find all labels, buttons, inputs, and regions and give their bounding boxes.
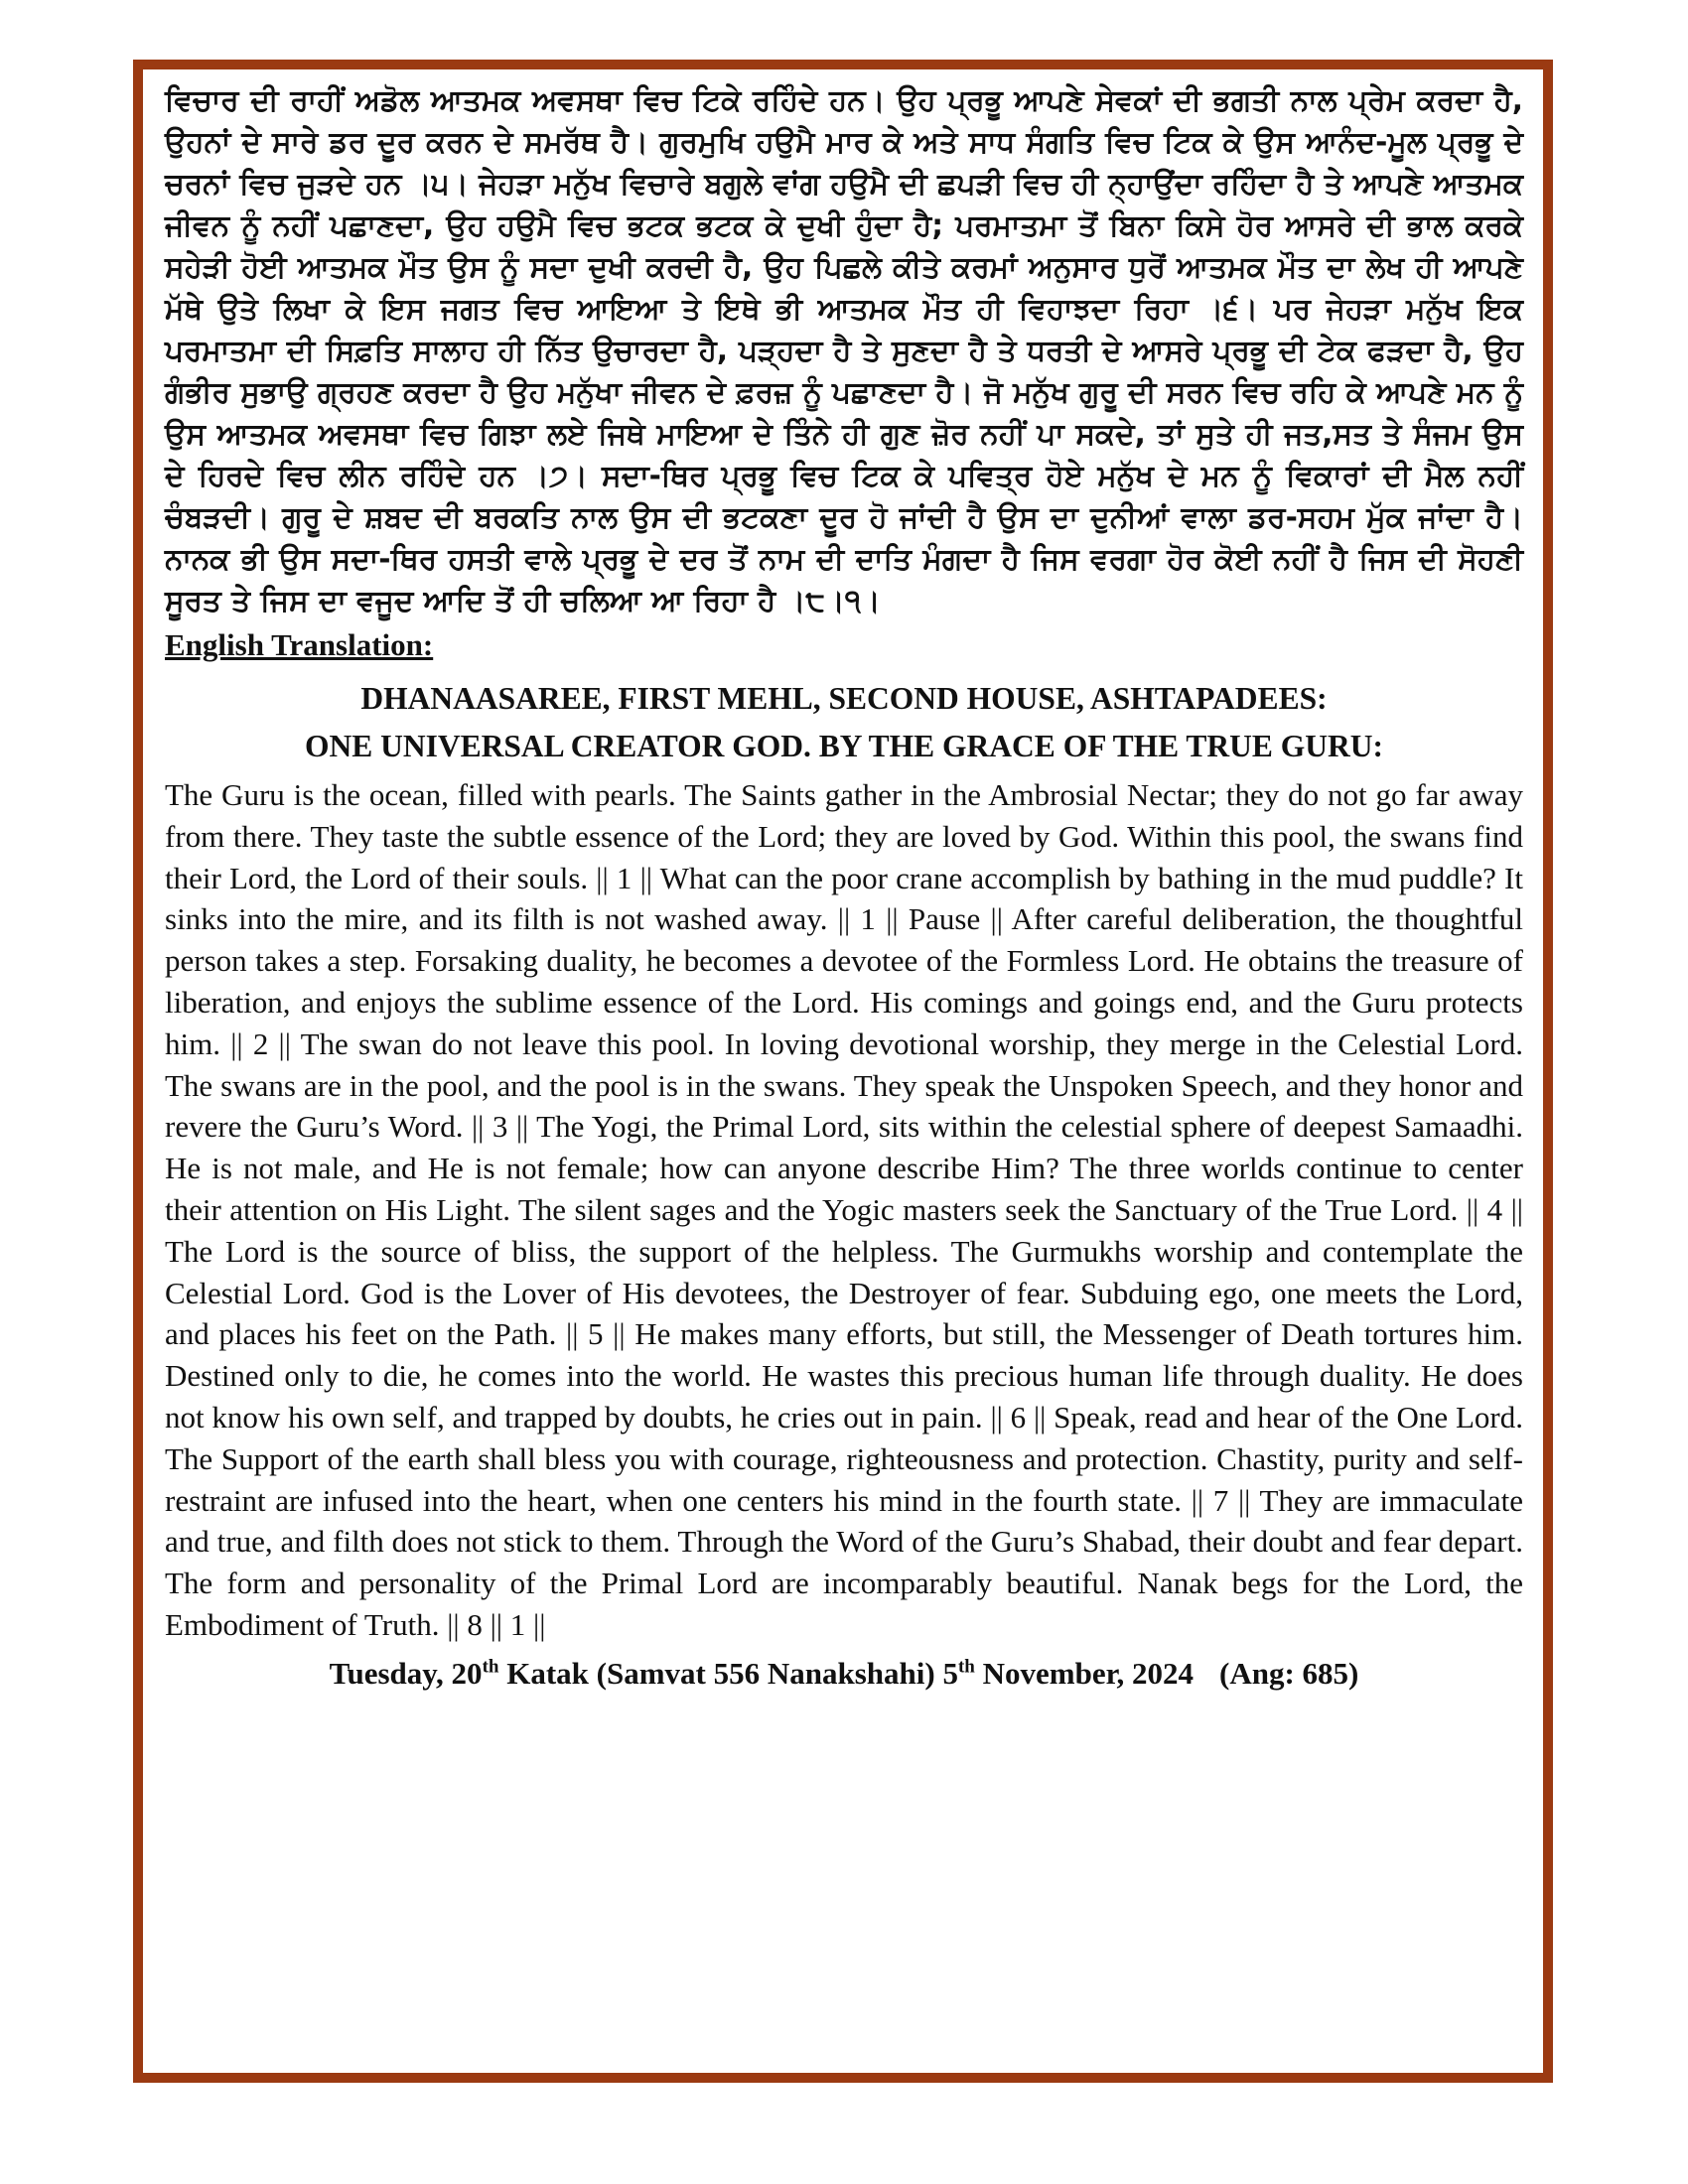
footer-samvat: Katak (Samvat 556 Nanakshahi) 5 [498,1655,958,1691]
footer-weekday: Tuesday, 20 [329,1655,483,1691]
english-translation-label: English Translation: [165,627,434,662]
shabad-heading-line-2: ONE UNIVERSAL CREATOR GOD. BY THE GRACE OF THE TRUE GURU: [304,729,1384,763]
punjabi-commentary: ਵਿਚਾਰ ਦੀ ਰਾਹੀਂ ਅਡੋਲ ਆਤਮਕ ਅਵਸਥਾ ਵਿਚ ਟਿਕੇ ਰਹਿੰਦੇ ਹਨ। ਉਹ ਪ੍ਰਭੂ ਆਪਣੇ ਸੇਵਕਾਂ ਦੀ ਭਗਤੀ ਨਾਲ ਪ੍ਰੇਮ ਕਰਦਾ ਹੈ, ਉਹਨਾਂ ਦੇ ਸਾਰੇ ਡਰ ਦੂਰ ਕਰਨ ਦੇ ਸਮਰੱਥ ਹੈ। ਗੁਰਮੁਖਿ ਹਉਮੈ ਮਾਰ ਕੇ ਅਤੇ ਸਾਧ ਸੰਗਤਿ ਵਿਚ ਟਿਕ ਕੇ ਉਸ ਆਨੰਦ-ਮੂਲ ਪ੍ਰਭੂ ਦੇ ਚਰਨਾਂ ਵਿਚ ਜੁੜਦੇ ਹਨ ।੫। ਜੇਹੜਾ ਮਨੁੱਖ ਵਿਚਾਰੇ ਬਗੁਲੇ ਵਾਂਗ ਹਉਮੈ ਦੀ ਛਪੜੀ ਵਿਚ ਹੀ ਨ੍ਹਾਉਂਦਾ ਰਹਿੰਦਾ ਹੈ ਤੇ ਆਪਣੇ ਆਤਮਕ ਜੀਵਨ ਨੂੰ ਨਹੀਂ ਪਛਾਣਦਾ, ਉਹ ਹਉਮੈ ਵਿਚ ਭਟਕ ਭਟਕ ਕੇ ਦੁਖੀ ਹੁੰਦਾ ਹੈ; ਪਰਮਾਤਮਾ ਤੋਂ ਬਿਨਾ ਕਿਸੇ ਹੋਰ ਆਸਰੇ ਦੀ ਭਾਲ ਕਰਕੇ ਸਹੇੜੀ ਹੋਈ ਆਤਮਕ ਮੌਤ ਉਸ ਨੂੰ ਸਦਾ ਦੁਖੀ ਕਰਦੀ ਹੈ, ਉਹ ਪਿਛਲੇ ਕੀਤੇ ਕਰਮਾਂ ਅਨੁਸਾਰ ਧੁਰੋਂ ਆਤਮਕ ਮੌਤ ਦਾ ਲੇਖ ਹੀ ਆਪਣੇ ਮੱਥੇ ਉਤੇ ਲਿਖਾ ਕੇ ਇਸ ਜਗਤ ਵਿਚ ਆਇਆ ਤੇ ਇਥੇ ਭੀ ਆਤਮਕ ਮੌਤ ਹੀ ਵਿਹਾਝਦਾ ਰਿਹਾ ।੬। ਪਰ ਜੇਹੜਾ ਮਨੁੱਖ ਇਕ ਪਰਮਾਤਮਾ ਦੀ ਸਿਫ਼ਤਿ ਸਾਲਾਹ ਹੀ ਨਿੱਤ ਉਚਾਰਦਾ ਹੈ, ਪੜ੍ਹਦਾ ਹੈ ਤੇ ਸੁਣਦਾ ਹੈ ਤੇ ਧਰਤੀ ਦੇ ਆਸਰੇ ਪ੍ਰਭੂ ਦੀ ਟੇਕ ਫੜਦਾ ਹੈ, ਉਹ ਗੰਭੀਰ ਸੁਭਾਉ ਗ੍ਰਹਣ ਕਰਦਾ ਹੈ ਉਹ ਮਨੁੱਖਾ ਜੀਵਨ ਦੇ ਫ਼ਰਜ਼ ਨੂੰ ਪਛਾਣਦਾ ਹੈ। ਜੋ ਮਨੁੱਖ ਗੁਰੂ ਦੀ ਸਰਨ ਵਿਚ ਰਹਿ ਕੇ ਆਪਣੇ ਮਨ ਨੂੰ ਉਸ ਆਤਮਕ ਅਵਸਥਾ ਵਿਚ ਗਿਝਾ ਲਏ ਜਿਥੇ ਮਾਇਆ ਦੇ ਤਿੰਨੇ ਹੀ ਗੁਣ ਜ਼ੋਰ ਨਹੀਂ ਪਾ ਸਕਦੇ, ਤਾਂ ਸੁਤੇ ਹੀ ਜਤ,ਸਤ ਤੇ ਸੰਜਮ ਉਸ ਦੇ ਹਿਰਦੇ ਵਿਚ ਲੀਨ ਰਹਿੰਦੇ ਹਨ ।੭। ਸਦਾ-ਥਿਰ ਪ੍ਰਭੂ ਵਿਚ ਟਿਕ ਕੇ ਪਵਿਤ੍ਰ ਹੋਏ ਮਨੁੱਖ ਦੇ ਮਨ ਨੂੰ ਵਿਕਾਰਾਂ ਦੀ ਮੈਲ ਨਹੀਂ ਚੰਬੜਦੀ। ਗੁਰੂ ਦੇ ਸ਼ਬਦ ਦੀ ਬਰਕਤਿ ਨਾਲ ਉਸ ਦੀ ਭਟਕਣਾ ਦੂਰ ਹੋ ਜਾਂਦੀ ਹੈ ਉਸ ਦਾ ਦੁਨੀਆਂ ਵਾਲਾ ਡਰ-ਸਹਮ ਮੁੱਕ ਜਾਂਦਾ ਹੈ। ਨਾਨਕ ਭੀ ਉਸ ਸਦਾ-ਥਿਰ ਹਸਤੀ ਵਾਲੇ ਪ੍ਰਭੂ ਦੇ ਦਰ ਤੋਂ ਨਾਮ ਦੀ ਦਾਤਿ ਮੰਗਦਾ ਹੈ ਜਿਸ ਵਰਗਾ ਹੋਰ ਕੋਈ ਨਹੀਂ ਹੈ ਜਿਸ ਦੀ ਸੋਹਣੀ ਸੂਰਤ ਤੇ ਜਿਸ ਦਾ ਵਜੂਦ ਆਦਿ ਤੋਂ ਹੀ ਚਲਿਆ ਆ ਰਿਹਾ ਹੈ ।੮।੧। [165,83,1523,617]
english-translation-text: The Guru is the ocean, filled with pearls. The Saints gather in the Ambrosial Nectar; they do not go far away from there. They taste the subtle essence of the Lord; they are loved by God. Within this pool, the swans find their Lord, the Lord of their souls. || 1 || What can the poor crane accomplish by bathing in the mud puddle? It sinks into the mire, and its filth is not washed away. || 1 || Pause || After careful deliberation, the thoughtful person takes a step. Forsaking duality, he becomes a devotee of the Formless Lord. He obtains the treasure of liberation, and enjoys the sublime essence of the Lord. His comings and goings end, and the Guru protects him. || 2 || The swan do not leave this pool. In loving devotional worship, they merge in the Celestial Lord. The swans are in the pool, and the pool is in the swans. They speak the Unspoken Speech, and they honor and revere the Guru’s Word. || 3 || The Yogi, the Primal Lord, sits within the celestial sphere of deepest Samaadhi. He is not male, and He is not female; how can anyone describe Him? The three worlds continue to center their attention on His Light. The silent sages and the Yogic masters seek the Sanctuary of the True Lord. || 4 || The Lord is the source of bliss, the support of the helpless. The Gurmukhs worship and contemplate the Celestial Lord. God is the Lover of His devotees, the Destroyer of fear. Subduing ego, one meets the Lord, and places his feet on the Path. || 5 || He makes many efforts, but still, the Messenger of Death tortures him. Destined only to die, he comes into the world. He wastes this precious human life through duality. He does not know his own self, and trapped by doubts, he cries out in pain. || 6 || Speak, read and hear of the One Lord. The Support of the earth shall bless you with courage, righteousness and protection. Chastity, purity and self-restraint are infused into the heart, when one centers his mind in the fourth state. || 7 || They are immaculate and true, and filth does not stick to them. Through the Word of the Guru’s Shabad, their doubt and fear depart. The form and personality of the Primal Lord are incomparably beautiful. Nanak begs for the Lord, the Embodiment of Truth. || 8 || 1 || [165,777,1523,1642]
shabad-heading-line-1: DHANAASAREE, FIRST MEHL, SECOND HOUSE, ASHTAPADEES: [360,681,1328,716]
document-content [165,79,1523,1696]
footer-ang: (Ang: 685) [1219,1655,1359,1691]
footer-day-suffix: th [482,1656,499,1678]
footer-date-suffix: th [957,1656,975,1678]
footer-month-year: November, 2024 [974,1655,1195,1691]
date-footer [165,1652,1523,1696]
